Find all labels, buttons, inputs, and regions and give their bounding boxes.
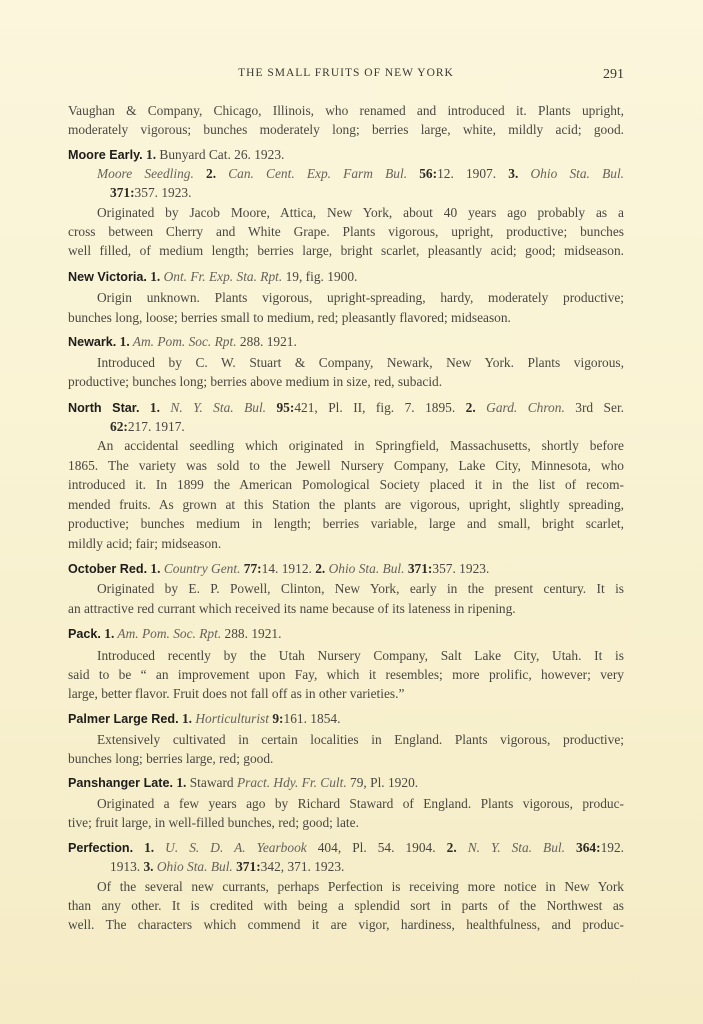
text-line (68, 580, 624, 598)
variety-name: Panshanger Late. (68, 776, 173, 790)
text-run: well filled, of medium length; berries large, bright scarlet, pleasantly acid; good; midseason. (68, 243, 624, 258)
text-run: Introduced recently by the Utah Nursery Company, Salt Lake City, Utah. It is (97, 648, 624, 663)
variety-name: Newark. (68, 335, 117, 349)
text-run: Origin unknown. Plants vigorous, upright-spreading, hardy, moderately productive; (97, 290, 624, 305)
text-run: mended fruits. As grown at this Station the plants are vigorous, upright, slightly spreading, (68, 497, 624, 512)
reference-number: 364: (565, 840, 601, 855)
text-run: 19, fig. 1900. (282, 269, 358, 284)
variety-name: New Victoria. (68, 270, 147, 284)
reference-number: 371: (110, 185, 135, 200)
text-run: 288. 1921. (236, 334, 297, 349)
text-run: 3rd Ser. (564, 400, 625, 415)
text-line (68, 878, 624, 896)
entry-heading-line (68, 560, 624, 578)
text-run: Vaughan & Company, Chicago, Illinois, who renamed and introduced it. Plants upright, (68, 103, 624, 118)
text-run: Originated a few years ago by Richard Staward of England. Plants vigorous, produc- (97, 796, 624, 811)
entry-heading-line (68, 774, 624, 792)
text-run: 404, Pl. 54. 1904. (306, 840, 436, 855)
variety-name: Perfection. (68, 841, 134, 855)
text-run: Staward (186, 775, 237, 790)
text-run: 1913. (110, 859, 141, 874)
reference-number: 1. (142, 147, 157, 162)
citation-title: U. S. D. A. Yearbook (154, 840, 307, 855)
reference-number: 9: (269, 711, 284, 726)
text-line (68, 814, 624, 832)
variety-name: Moore Early. (68, 148, 143, 162)
text-line (68, 496, 624, 514)
text-run: Of the several new currants, perhaps Perfection is receiving more notice in New York (97, 879, 624, 894)
citation-title: Moore Seedling. (97, 166, 194, 181)
citation-title: Am. Pom. Soc. Rpt. (129, 334, 237, 349)
reference-number: 2. (193, 166, 217, 181)
text-line (68, 184, 624, 202)
reference-number: 1. (139, 400, 160, 415)
reference-number: 77: (240, 561, 262, 576)
citation-title: Gard. Chron. (475, 400, 565, 415)
text-line (68, 242, 624, 260)
text-run: an attractive red currant which received its name because of its lateness in ripening. (68, 601, 516, 616)
text-line (68, 647, 624, 665)
text-run: productive; bunches medium in length; berries variable, large and small, bright scarlet, (68, 516, 624, 531)
text-line (68, 731, 624, 749)
text-line (68, 102, 624, 120)
entry-heading-line (68, 333, 624, 351)
reference-number: 95: (266, 400, 295, 415)
text-line (68, 223, 624, 241)
entry-heading-line (68, 399, 624, 417)
reference-number: 1. (178, 711, 192, 726)
text-line (68, 666, 624, 684)
citation-title: Country Gent. (160, 561, 241, 576)
text-run: well. The characters which commend it are vigor, hardiness, healthfulness, and produc- (68, 917, 624, 932)
text-line (68, 373, 624, 391)
text-run: bunches long, loose; berries small to medium, red; pleasantly flavored; midseason. (68, 310, 511, 325)
text-run: Bunyard Cat. 26. 1923. (156, 147, 285, 162)
variety-name: Palmer Large Red. (68, 712, 179, 726)
reference-number: 1. (146, 269, 161, 284)
running-header (68, 67, 624, 85)
entry-heading-line (68, 625, 624, 643)
citation-title: Horticulturist (191, 711, 269, 726)
entry-heading-line (68, 839, 624, 857)
text-run: 421, Pl. II, fig. 7. 1895. (294, 400, 456, 415)
text-line (68, 795, 624, 813)
text-run: moderately vigorous; bunches moderately long; berries large, white, mildly acid; good. (68, 122, 624, 137)
text-line (68, 289, 624, 307)
citation-title: Ont. Fr. Exp. Sta. Rpt. (160, 269, 283, 284)
text-run: 357. 1923. (134, 185, 192, 200)
text-run: 79, Pl. 1920. (346, 775, 419, 790)
text-run: Originated by Jacob Moore, Attica, New York, about 40 years ago probably as a (97, 205, 624, 220)
text-run: 12. 1907. (437, 166, 497, 181)
text-run: mildly acid; fair; midseason. (68, 536, 222, 551)
text-run: 217. 1917. (127, 419, 185, 434)
reference-number: 1. (100, 626, 115, 641)
text-line (68, 858, 624, 876)
reference-number: 62: (110, 419, 128, 434)
text-line (68, 897, 624, 915)
text-line (68, 535, 624, 553)
text-run: productive; bunches long; berries above medium in size, red, subacid. (68, 374, 443, 389)
text-line (68, 457, 624, 475)
text-run: 288. 1921. (221, 626, 282, 641)
page-number: 291 (603, 67, 624, 82)
text-run: cross between Cherry and White Grape. Plants vigorous, upright, productive; bunches (68, 224, 624, 239)
running-title: THE SMALL FRUITS OF NEW YORK (238, 67, 454, 79)
citation-title: Ohio Sta. Bul. (325, 561, 405, 576)
reference-number: 371: (404, 561, 433, 576)
reference-number: 1. (116, 334, 130, 349)
text-run: Introduced by C. W. Stuart & Company, Newark, New York. Plants vigorous, (97, 355, 624, 370)
text-line (68, 165, 624, 183)
text-run: 342, 371. 1923. (260, 859, 345, 874)
reference-number: 1. (133, 840, 155, 855)
reference-number: 2. (311, 561, 326, 576)
text-line (68, 121, 624, 139)
citation-title: Ohio Sta. Bul. (153, 859, 233, 874)
variety-name: Pack. (68, 627, 101, 641)
text-run: bunches long; berries large, red; good. (68, 751, 274, 766)
entry-heading-line (68, 146, 624, 164)
text-run: 1865. The variety was sold to the Jewell Nursery Company, Lake City, Minnesota, who (68, 458, 624, 473)
text-line (68, 437, 624, 455)
variety-name: North Star. (68, 401, 140, 415)
entry-heading-line (68, 268, 624, 286)
citation-title: Can. Cent. Exp. Farm Bul. (216, 166, 408, 181)
text-run: 192. (600, 840, 625, 855)
text-line (68, 418, 624, 436)
text-line (68, 515, 624, 533)
citation-title: Ohio Sta. Bul. (518, 166, 625, 181)
text-run: 357. 1923. (432, 561, 490, 576)
text-line (68, 476, 624, 494)
text-run: said to be “ an improvement upon Fay, which it resembles; more prolific, however; very (68, 667, 624, 682)
reference-number: 56: (407, 166, 438, 181)
text-line (68, 600, 624, 618)
reference-number: 2. (455, 400, 476, 415)
text-run: 14. 1912. (261, 561, 312, 576)
text-run: Originated by E. P. Powell, Clinton, New York, early in the present century. It is (97, 581, 624, 596)
text-run: large, better flavor. Fruit does not fall off as in other varieties.” (68, 686, 405, 701)
text-line (68, 750, 624, 768)
citation-title: N. Y. Sta. Bul. (159, 400, 267, 415)
text-run: tive; fruit large, in well-filled bunches, red; good; late. (68, 815, 359, 830)
text-line (68, 685, 624, 703)
text-run: 161. 1854. (283, 711, 341, 726)
text-line (68, 204, 624, 222)
reference-number: 3. (140, 859, 154, 874)
citation-title: N. Y. Sta. Bul. (456, 840, 565, 855)
reference-number: 371: (232, 859, 261, 874)
reference-number: 3. (496, 166, 519, 181)
text-run: introduced it. In 1899 the American Pomological Society placed it in the list of recom- (68, 477, 624, 492)
entry-heading-line (68, 710, 624, 728)
citation-title: Pract. Hdy. Fr. Cult. (236, 775, 347, 790)
text-line (68, 354, 624, 372)
citation-title: Am. Pom. Soc. Rpt. (114, 626, 222, 641)
text-run: Extensively cultivated in certain localities in England. Plants vigorous, productive; (97, 732, 624, 747)
text-line (68, 916, 624, 934)
reference-number: 1. (172, 775, 187, 790)
reference-number: 2. (435, 840, 457, 855)
reference-number: 1. (147, 561, 161, 576)
variety-name: October Red. (68, 562, 148, 576)
text-run: An accidental seedling which originated in Springfield, Massachusetts, shortly before (97, 438, 624, 453)
text-run: than any other. It is credited with being a splendid sort in parts of the Northwest as (68, 898, 624, 913)
text-line (68, 309, 624, 327)
